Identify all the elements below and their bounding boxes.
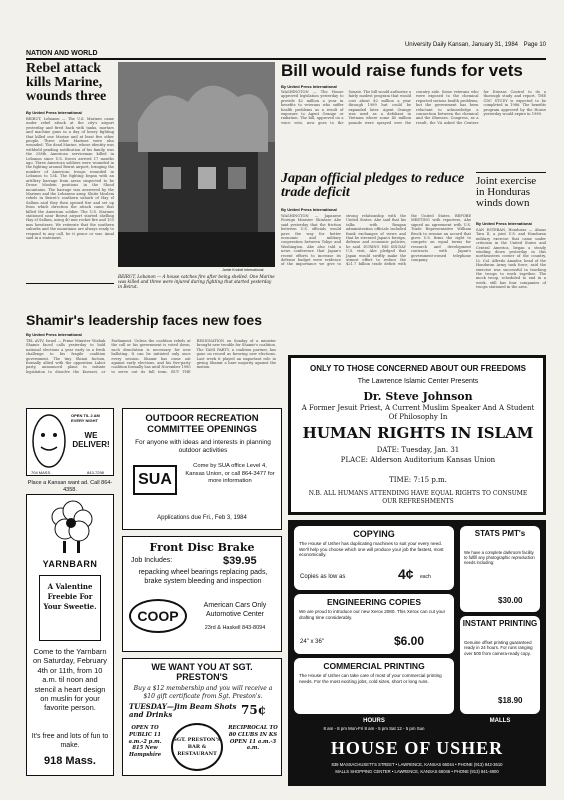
copying-price: 4¢ xyxy=(398,566,414,582)
gumby-logo xyxy=(31,413,67,469)
vets-headline: Bill would raise funds for vets xyxy=(281,61,523,80)
shamir-byline: By United Press International xyxy=(26,332,82,337)
vets-body: WASHINGTON — The House approved legislation yesterday to provide $2 million a year in benefits to veterans who suffer health problems as a result of exposure to Agent Orange or radiation. The bill, approved on a voice vote, now goes to the Senate. The bill would authorize a fairly modest program that would cost about $2 million a year through 1989 but could be expanded later. Agent Orange was used as a defoliant in Vietnam where some 40 million pounds were sprayed over the country side. Some veterans who were exposed to the chemical reported serious health problems, but the government has been reluctant to acknowledge a connection between the chemical and the illnesses. Congress, as a result, the VA asked the Centers for Disease Control to do a thorough study and report. THE CDC STUDY is expected to be completed in 1986. The benefits program approved by the House yesterday would expire in 1989. xyxy=(281,90,546,125)
photo-image xyxy=(118,62,275,267)
kansan-want-ad: Place a Kansan want ad. Call 864-4358. xyxy=(27,480,113,493)
malls-label: MALLS xyxy=(489,718,511,724)
brake-title: Front Disc Brake xyxy=(149,541,255,554)
engineering-text: We are proud to introduce our new Xerox 2080. This Xerox can cut your drafting time considerably. xyxy=(299,609,446,620)
instant-panel xyxy=(460,616,540,714)
shamir-body: TEL AVIV, Israel — Prime Minister Yitzhak Shamir faced calls yesterday to hold national elections a year early in a fresh challenge to his fragile coalition government. The tiny Shinui faction, formally allied with the opposition Labor party, announced plans to initiate legislation to dissolve the Knesset, or Parliament. Unless the coalition rebels at the call or his government is voted down, such dissolution is necessary for new balloting. It can be initiated only once every session. Shamir has come out against early elections, and his five-party coalition formally has until November 1985 to serve out its full term. BUT THE RESIGNATION on Sunday of a minister brought new trouble for Shamir's coalition. The TAMI PARTY, a coalition partner, has gone on record as favoring new elections. Last week it played an important role in giving Shamir a bare majority against the motion. xyxy=(26,339,276,374)
yarnbarn-ad xyxy=(26,494,114,776)
joint-headline: Joint exercise in Honduras winds down xyxy=(476,172,546,209)
japan-body: WASHINGTON — Japanese Foreign Minister Shintaro Abe said yesterday that the friction between U.S. officials would pave the way for better economic and military cooperation between Tokyo and Washington. Abe also told a news conference that Japan's recent efforts to increase its defense budget were evidence of the importance we give to strong relationship with the United States. Abe said that his talks with Reagan administration officials included frank exchanges of views and that he stressed Japan's foreign, defense and economic policies, he said. DURING HIS SIX-DAY U.S. visit, Abe pledged that Japan would swiftly make the utmost effort to reduce the $21.7 billion trade deficit with the United States. BEFORE MEETING with reporters, Abe signed an agreement with U.S. Trade Representative William Brock to resume an accord that gives U.S. firms the right to compete on equal terms for research and development contracts with Japan's government-owned telephone company. xyxy=(281,214,471,267)
commercial-panel xyxy=(294,658,454,714)
stats-panel xyxy=(460,526,540,612)
brake-ad xyxy=(122,536,282,652)
joint-body: SAN ESTEBAN, Honduras — Ahuas Tara II, a joint U.S. and Honduran military exercise that came under criticism in the United States and Central America, began a steady winding down yesterday in this northeastern corner of the country. Lt. Col. Alfredo Amador, head of the Honduran Army task force, said the exercise was successful in teaching the troops to work together. The mock troop, scheduled to end in a week, still has four companies of troops stationed in the area. xyxy=(476,228,546,290)
outdoor-info: Come by SUA office Level 4, Kansas Union, or call 864-3477 for more information xyxy=(185,463,275,484)
preston-hours: OPEN TO PUBLIC 11 a.m.-2 p.m. 815 New Hampshire xyxy=(128,725,162,759)
islam-ad xyxy=(288,355,546,515)
instant-text: Genuine offset printing guaranteed ready in 24 hours. For runs ranging over 500 from camera-ready copy. xyxy=(464,640,533,656)
preston-ad xyxy=(122,658,282,776)
brake-price: $39.95 xyxy=(223,555,257,567)
photo-caption: BEIRUT, Lebanon — A house catches fire after being shelled. One Marine was killed and three were injured during fighting that started yesterday in Beirut. xyxy=(118,274,275,290)
islam-time: TIME: 7:15 p.m. xyxy=(389,476,447,484)
stats-title: STATS PMT's xyxy=(474,529,526,538)
engineering-size: 24" x 36" xyxy=(300,639,324,645)
gumby-address: 704 MASS. xyxy=(31,470,52,475)
commercial-text: The House of Usher can take care of most of your commercial printing needs. For the most exciting jobs, cold sizes, short or long runs. xyxy=(299,673,442,684)
japan-byline: By United Press International xyxy=(281,207,337,212)
gumby-hours: OPEN TIL 2 AM EVERY NIGHT xyxy=(71,413,100,424)
copying-title: COPYING xyxy=(353,529,395,539)
islam-sponsor: The Lawrence Islamic Center Presents xyxy=(357,378,479,385)
brake-job-label: Job Includes: xyxy=(131,557,173,564)
page-number: Page 10 xyxy=(523,42,546,48)
brake-address: 23rd & Haskell 843-8094 xyxy=(204,625,266,631)
outdoor-title: OUTDOOR RECREATION COMMITTEE OPENINGS xyxy=(145,413,259,435)
yarnbarn-address: 918 Mass. xyxy=(44,755,96,767)
vets-byline: By United Press International xyxy=(281,84,337,89)
copying-text: The House of Usher has duplicating machines to suit your every need. We'll help you choose which one will produce your job the fastest, most economically. xyxy=(299,541,444,558)
hours-label: HOURS xyxy=(363,718,385,724)
outdoor-deadline: Applications due Fri., Feb 3, 1984 xyxy=(157,515,247,521)
yarnbarn-offer: A Valentine Freebie For Your Sweetie. xyxy=(39,575,101,641)
sua-logo: SUA xyxy=(133,465,177,495)
stats-price: $30.00 xyxy=(498,596,523,605)
preston-title: WE WANT YOU AT SGT. PRESTON'S xyxy=(151,662,253,682)
japan-headline: Japan official pledges to reduce trade deficit xyxy=(281,171,465,200)
usher-address-2: MALLS SHOPPING CENTER • LAWRENCE, KANSAS 66046 • PHONE (913) 841-4900 xyxy=(335,769,499,774)
instant-title: INSTANT PRINTING xyxy=(462,619,538,628)
usher-name: HOUSE OF USHER xyxy=(330,738,504,758)
islam-intro: ONLY TO THOSE CONCERNED ABOUT OUR FREEDOMS xyxy=(309,364,527,373)
usher-address-1: 838 MASSACHUSETTS STREET • LAWRENCE, KANSAS 66044 • PHONE (913) 842-3610 xyxy=(331,762,503,767)
islam-place: PLACE: Alderson Auditorium Kansas Union xyxy=(340,456,496,464)
gumby-deliver: WE DELIVER! xyxy=(72,431,110,449)
islam-speaker: Dr. Steve Johnson xyxy=(363,390,473,403)
preston-offer: Buy a $12 membership and you will receive a $10 gift certificate from Sgt. Preston's. xyxy=(133,685,273,700)
paper-dateline: University Daily Kansan, January 31, 1984 xyxy=(404,42,518,48)
instant-price: $18.90 xyxy=(498,696,523,705)
beirut-photo xyxy=(118,62,275,267)
copying-each: each xyxy=(420,574,431,580)
usher-ad xyxy=(288,520,546,786)
shamir-headline: Shamir's leadership faces new foes xyxy=(26,312,262,328)
outdoor-subtitle: For anyone with ideas and interests in planning outdoor activities xyxy=(135,439,271,454)
joint-byline: By United Press International xyxy=(476,221,532,226)
preston-special: TUESDAY—Jim Beam Shots and Drinks xyxy=(129,702,237,719)
gumby-ad xyxy=(26,408,114,476)
photo-credit: Jamie Knobel International xyxy=(222,268,264,272)
islam-title: HUMAN RIGHTS IN ISLAM xyxy=(302,424,534,442)
yarnbarn-logo: YARNBARN xyxy=(42,559,98,569)
rebel-byline: By United Press International xyxy=(26,110,82,115)
section-label: NATION AND WORLD xyxy=(26,50,98,57)
preston-logo: SGT. PRESTON'S BAR & RESTAURANT xyxy=(171,723,223,771)
engineering-title: ENGINEERING COPIES xyxy=(327,597,421,607)
preston-price: 75¢ xyxy=(241,703,267,717)
islam-description: A Former Jesuit Priest, A Current Muslim Speaker And A Student Of Philosophy In xyxy=(301,404,535,421)
gumby-phone: 843-7298 xyxy=(87,470,104,475)
coop-logo: COOP xyxy=(129,599,187,633)
preston-reciprocal: RECIPROCAL TO 80 CLUBS IN KS OPEN 11 a.m.-3 a.m. xyxy=(228,725,278,752)
outdoor-ad xyxy=(122,408,282,530)
copying-panel xyxy=(294,526,454,590)
yarnbarn-body: Come to the Yarnbarn on Saturday, February 4th or 11th, from 10 a.m. til noon and stencil a heart design on muslin for your favorite person. xyxy=(32,647,108,713)
engineering-price: $6.00 xyxy=(394,634,425,648)
brake-company: American Cars Only Automotive Center xyxy=(203,602,267,618)
brake-items: repacking wheel bearings replacing pads, brake system bleeding and inspection xyxy=(138,569,268,585)
sheep-icon xyxy=(43,499,99,557)
rebel-body: BEIRUT, Lebanon — The U.S. Marines came under rebel attack at the city's airport yesterday and fired back with tanks, mortars and machine guns in a day of heavy fighting that killed one Marine and at least five other people. Three other Marines were also wounded. The dead Marine, whose identity was withheld pending notification of his family, was the 258th American serviceman killed in Lebanon since U.S. forces arrived 17 months ago. Three American soldiers were wounded in the fighting around Beirut airport, bringing the number of American troops wounded in Lebanon to 134. The fighting began with an artillery barrage from areas suspected to be Druse Moslem positions in the Shouf mountains. The barrage was answered by the Marines and the Lebanese army. Shiite Moslem rebels in Beirut's southern suburb of Hay el Sallum said they then opened fire and set up from which direction the attack came that killed the American soldier. The U.S. Marines stationed near Beirut airport started shelling Hay el Sallum, using 40 mm rocket fire and 155 mm howitzers. We reiterate that the southern suburbs and the mountains are always ready to respond to any call, be it peace or war, Amal said in a statement. xyxy=(26,117,114,240)
engineering-panel xyxy=(294,594,454,654)
islam-date: DATE: Tuesday, Jan. 31 xyxy=(376,446,460,454)
stats-text: We have a complete darkroom facility to fulfill any photographic reproduction needs including: xyxy=(464,550,535,566)
copying-note: Copies as low as xyxy=(300,574,346,580)
rebel-headline: Rebel attack kills Marine, wounds three xyxy=(26,61,107,104)
hours-text: 8 am - 8 pm Mon-Fri 8 am - 5 pm Sat 12 - 5 pm Sun xyxy=(323,726,425,731)
yarnbarn-free: It's free and lots of fun to make. xyxy=(31,733,109,749)
commercial-title: COMMERCIAL PRINTING xyxy=(323,661,425,671)
islam-note: N.B. ALL HUMANS ATTENDING HAVE EQUAL RIGHTS TO CONSUME OUR REFRESHMENTS xyxy=(308,490,528,505)
